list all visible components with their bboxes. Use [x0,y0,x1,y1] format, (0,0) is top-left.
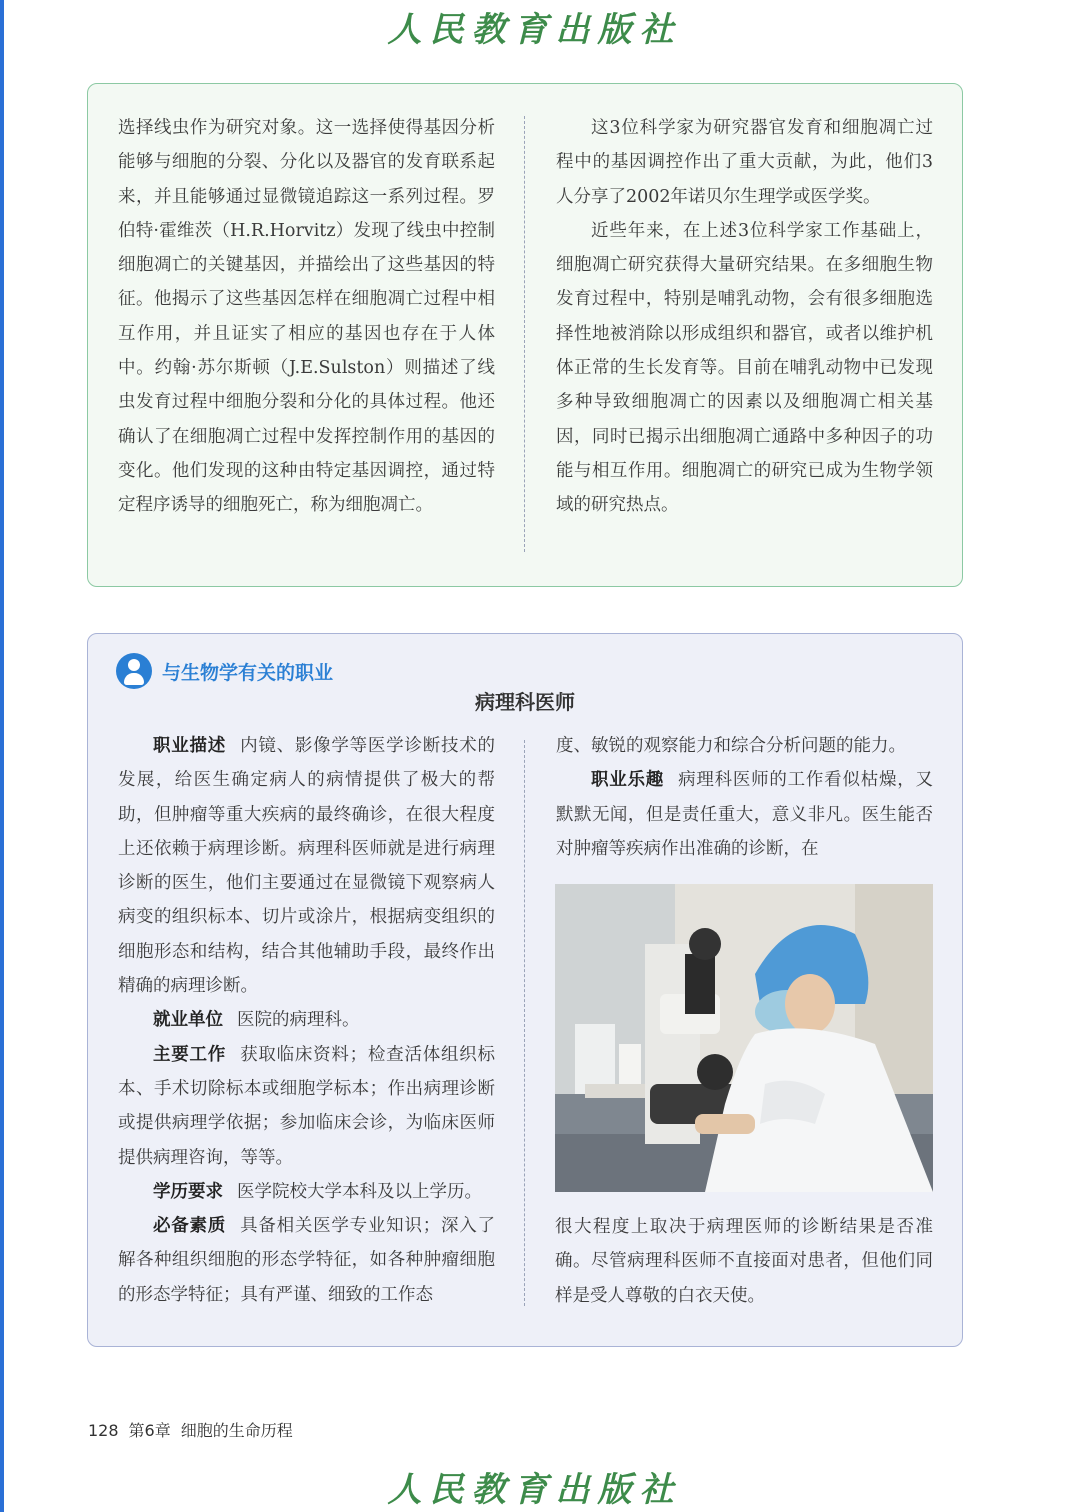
job-qualities: 必备素质 具备相关医学专业知识；深入了解各种组织细胞的形态学特征，如各种肿瘤细胞的形态学特征；具有严谨、细致的工作态 [118,1216,496,1305]
reading-left-column [118,111,495,523]
reading-paragraph: 近些年来，在上述3位科学家工作基础上，细胞凋亡研究获得大量研究结果。在多细胞生物发育过程中，特别是哺乳动物，会有很多细胞选择性地被消除以形成组织和器官，或者以维护机体正常的生长发育等。目前在哺乳动物中已发现多种导致细胞凋亡的因素以及细胞凋亡相关基因，同时已揭示出细胞凋亡通路中多种因子的功能与相互作用。细胞凋亡的研究已成为生物学领域的研究热点。 [556,220,933,516]
reading-paragraph: 这3位科学家为研究器官发育和细胞凋亡过程中的基因调控作出了重大贡献，为此，他们3人分享了2002年诺贝尔生理学或医学奖。 [556,118,933,207]
career-right-column-top [556,729,933,866]
reading-paragraph: 选择线虫作为研究对象。这一选择使得基因分析能够与细胞的分裂、分化以及器官的发育联系起来，并且能够通过显微镜追踪这一系列过程。罗伯特·霍维茨（H.R.Horvitz）发现了线虫中控制细胞凋亡的关键基因，并描绘出了这些基因的特征。他揭示了这些基因怎样在细胞凋亡过程中相互作用，并且证实了相应的基因也存在于人体中。约翰·苏尔斯顿（J.E.Sulston）则描述了线虫发育过程中细胞分裂和分化的具体过程。他还确认了在细胞凋亡过程中发挥控制作用的基因的变化。他们发现的这种由特定基因调控，通过特定程序诱导的细胞死亡，称为细胞凋亡。 [118,118,495,516]
column-divider [524,740,525,1306]
page-footer [88,1418,303,1441]
term-label: 必备素质 [153,1216,227,1237]
reading-right-column [556,111,933,523]
term-label: 职业描述 [153,736,227,756]
career-heading: 与生物学有关的职业 [162,661,334,684]
pathologist-photo [555,884,933,1192]
term-label: 就业单位 [153,1010,223,1031]
person-icon [116,653,152,689]
job-joy: 职业乐趣 病理科医师的工作看似枯燥，又默默无闻，但是责任重大，意义非凡。医生能否对肿瘤等疾病作出准确的诊断，在 [556,770,934,859]
job-unit: 就业单位 医院的病理科。 [153,1010,360,1031]
column-divider [524,116,525,552]
job-education: 学历要求 医学院校大学本科及以上学历。 [153,1181,482,1202]
career-right-column-bottom [555,1210,933,1313]
career-left-column [118,729,495,1312]
term-label: 职业乐趣 [591,770,665,791]
job-title: 病理科医师 [475,690,575,714]
qualities-continued: 度、敏锐的观察能力和综合分析问题的能力。 [556,736,906,756]
publisher-logo-bottom: 人民教育出版社 [387,1470,682,1510]
term-label: 学历要求 [153,1181,223,1202]
joy-continued: 很大程度上取决于病理医师的诊断结果是否准确。尽管病理科医师不直接面对患者，但他们同样是受人尊敬的白衣天使。 [555,1217,933,1306]
term-label: 主要工作 [153,1044,227,1065]
page-number: 128 [88,1421,119,1440]
job-work: 主要工作 获取临床资料；检查活体组织标本、手术切除标本或细胞学标本；作出病理诊断或提供病理学依据；参加临床会诊，为临床医师提供病理咨询，等等。 [118,1044,496,1168]
chapter-title: 细胞的生命历程 [180,1421,293,1440]
publisher-logo-top: 人民教育出版社 [387,10,682,50]
job-description: 职业描述 内镜、影像学等医学诊断技术的发展，给医生确定病人的病情提供了极大的帮助，但肿瘤等重大疾病的最终确诊，在很大程度上还依赖于病理诊断。病理科医师就是进行病理诊断的医生，他们主要通过在显微镜下观察病人病变的组织标本、切片或涂片，根据病变组织的细胞形态和结构，结合其他辅助手段，最终作出精确的病理诊断。 [118,736,496,997]
chapter-number: 第6章 [128,1421,171,1440]
career-header [116,652,333,690]
page-edge-bar [0,0,4,1512]
